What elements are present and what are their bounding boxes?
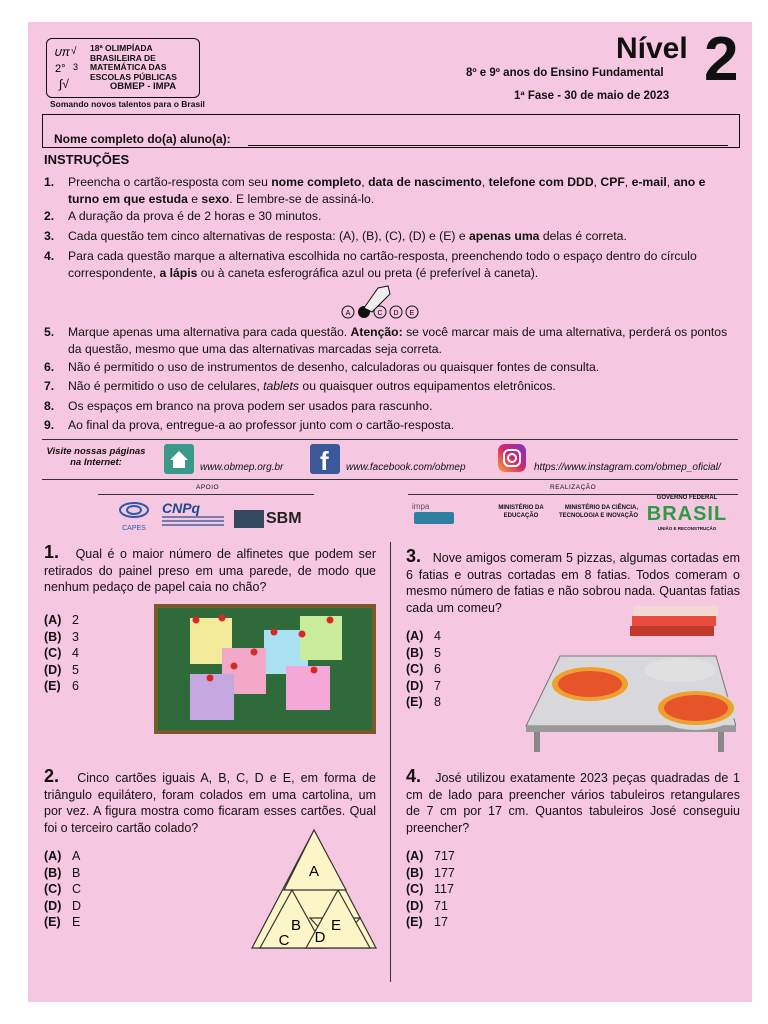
question-1: 1. Qual é o maior número de alfinetes que podem ser retirados do painel preso em uma parede, de modo que nenhum pedaço de papel caia no chão? xyxy=(44,542,377,594)
site-link[interactable]: www.obmep.org.br xyxy=(200,462,284,473)
instruction-item: 8. Os espaços em branco na prova podem ser usados para rascunho. xyxy=(44,399,433,413)
question-3-options xyxy=(406,628,441,711)
instruction-item: 3. Cada questão tem cinco alternativas de resposta: (A), (B), (C), (D) e (E) e apenas uma delas é correta. xyxy=(44,229,627,243)
card-label-e: E xyxy=(330,917,342,934)
bubble-d: D xyxy=(393,310,399,317)
uniao-label: UNIÃO E RECONSTRUÇÃO xyxy=(657,526,717,531)
apoio-label: APOIO xyxy=(196,484,220,491)
apoio-line xyxy=(98,494,314,495)
question-2: 2. Cinco cartões iguais A, B, C, D e E, em forma de triângulo equilátero, foram colados em uma cartolina, um por vez. A figura mostra como ficaram esses cartões. Qual foi o terceiro cartão colado? xyxy=(44,766,376,835)
instruction-item: 6. Não é permitido o uso de instrumentos de desenho, calculadoras ou quaisquer fontes de consulta. xyxy=(44,360,600,374)
cnpq-text-lines xyxy=(162,516,224,526)
option[interactable]: (D) 7 xyxy=(406,678,441,693)
option[interactable]: (B) 5 xyxy=(406,645,441,660)
answer-bubble-illustration xyxy=(338,282,438,322)
grade-label: 8º e 9º anos do Ensino Fundamental xyxy=(466,67,664,79)
bubble-c: C xyxy=(377,310,383,317)
option[interactable]: (C) C xyxy=(44,882,82,896)
visit-label: Visite nossas páginas na Internet: xyxy=(46,446,146,468)
option[interactable]: (D) 71 xyxy=(406,898,448,913)
student-name-label: Nome completo do(a) aluno(a): xyxy=(54,132,231,146)
divider xyxy=(42,479,738,480)
sbm-icon xyxy=(234,510,264,528)
exam-page xyxy=(28,22,752,1002)
sbm-logo: SBM xyxy=(266,510,302,527)
instruction-item: 5. Marque apenas uma alternativa para cada questão. Atenção: se você marcar mais de uma alternativa, perderá os pontos da questão, mesmo que uma das alternativas marcadas seja correta. xyxy=(44,325,728,356)
logo-title: 18ª OLIMPÍADA BRASILEIRA DE MATEMÁTICA DAS ESCOLAS PÚBLICAS xyxy=(90,43,177,82)
level-label: Nível xyxy=(616,32,688,65)
question-1-options xyxy=(44,612,79,695)
option[interactable]: (D) D xyxy=(44,898,82,913)
option[interactable]: (D) 5 xyxy=(44,662,79,677)
svg-text:3: 3 xyxy=(73,62,79,72)
option[interactable]: (A) 2 xyxy=(44,613,79,627)
home-icon xyxy=(164,444,194,474)
question-4-options xyxy=(406,848,455,931)
obmep-emblem-icon xyxy=(51,42,91,94)
cnpq-logo: CNPq xyxy=(162,500,201,516)
pizza-table-figure xyxy=(520,606,736,754)
logo-subtitle: OBMEP - IMPA xyxy=(109,81,177,92)
svg-text:∪π: ∪π xyxy=(53,45,70,59)
governo-label: GOVERNO FEDERAL xyxy=(656,495,718,501)
svg-text:√: √ xyxy=(71,46,77,57)
svg-text:∫√: ∫√ xyxy=(59,77,69,91)
pinboard-figure xyxy=(154,604,376,734)
realizacao-label: REALIZAÇÃO xyxy=(550,484,597,491)
facebook-icon xyxy=(310,444,340,474)
option[interactable]: (C) 6 xyxy=(406,662,441,676)
question-4: 4. José utilizou exatamente 2023 peças quadradas de 1 cm de lado para preencher vários tabuleiros retangulares de 7 cm por 17 cm. Quantos tabuleiros José conseguiu preencher? xyxy=(406,766,741,835)
question-2-options xyxy=(44,848,81,931)
paper-note xyxy=(286,666,330,710)
option[interactable]: (B) B xyxy=(44,865,81,880)
bubble-a: A xyxy=(345,310,351,317)
instruction-item: 2. A duração da prova é de 2 horas e 30 minutos. xyxy=(44,209,322,223)
capes-icon xyxy=(116,500,152,520)
phase-date: 1ª Fase - 30 de maio de 2023 xyxy=(514,90,670,102)
facebook-link[interactable]: www.facebook.com/obmep xyxy=(346,462,466,473)
card-label-a: A xyxy=(308,863,320,880)
student-name-line[interactable] xyxy=(248,145,728,146)
impa-icon xyxy=(414,512,454,524)
card-label-c: C xyxy=(278,932,290,949)
divider xyxy=(42,439,738,440)
option[interactable]: (B) 3 xyxy=(44,629,79,644)
tagline: Somando novos talentos para o Brasil xyxy=(50,99,205,109)
level-number: 2 xyxy=(704,25,739,94)
triangle-cards-figure xyxy=(250,828,384,952)
instagram-link[interactable]: https://www.instagram.com/obmep_oficial/ xyxy=(534,462,721,473)
card-label-d: D xyxy=(314,929,326,946)
min-educacao: MINISTÉRIO DA EDUCAÇÃO xyxy=(498,505,544,519)
capes-logo: CAPES xyxy=(116,500,152,532)
column-divider xyxy=(390,542,391,982)
option[interactable]: (C) 4 xyxy=(44,646,79,660)
instruction-item: 9. Ao final da prova, entregue-a ao professor junto com o cartão-resposta. xyxy=(44,418,455,432)
option[interactable]: (E) E xyxy=(44,915,81,929)
instructions-title: INSTRUÇÕES xyxy=(44,152,130,167)
option[interactable]: (A) 717 xyxy=(406,849,455,863)
paper-note xyxy=(300,616,342,660)
card-label-b: B xyxy=(290,917,302,934)
instruction-item: 1. Preencha o cartão-resposta com seu nome completo, data de nascimento, telefone com DDD, CPF, e-mail, ano e turno em que estuda e sexo. E lembre-se de assiná-lo. xyxy=(44,175,706,206)
option[interactable]: (A) A xyxy=(44,849,81,863)
bubble-e: E xyxy=(409,310,415,317)
option[interactable]: (B) 177 xyxy=(406,865,455,880)
svg-text:2°: 2° xyxy=(55,63,66,75)
option[interactable]: (E) 6 xyxy=(44,679,79,693)
paper-note xyxy=(190,674,234,720)
option[interactable]: (C) 117 xyxy=(406,882,454,896)
brasil-logo: BRASIL xyxy=(646,503,728,525)
instruction-item: 7. Não é permitido o uso de celulares, tablets ou quaisquer outros equipamentos eletrônicos. xyxy=(44,379,556,393)
option[interactable]: (E) 17 xyxy=(406,915,448,929)
svg-text:f: f xyxy=(320,446,329,474)
option[interactable]: (E) 8 xyxy=(406,695,441,709)
impa-logo: impa xyxy=(412,502,430,511)
instagram-icon xyxy=(498,444,526,472)
question-3: 3. Nove amigos comeram 5 pizzas, algumas cortadas em 6 fatias e outras cortadas em 8 fatias. Todos comeram o mesmo número de fatias e não sobrou nada. Quantas fatias cada um comeu? xyxy=(406,546,740,615)
min-ciencia: MINISTÉRIO DA CIÊNCIA, TECNOLOGIA E INOVAÇÃO xyxy=(558,505,638,519)
option[interactable]: (A) 4 xyxy=(406,629,441,643)
hand-pencil-icon xyxy=(364,286,390,312)
pizza-box-stack xyxy=(630,606,718,636)
instruction-item: 4. Para cada questão marque a alternativa escolhida no cartão-resposta, preenchendo todo o espaço dentro do círculo correspondente, a lápis ou à caneta esferográfica azul ou preta (é preferível à caneta). xyxy=(44,249,697,280)
